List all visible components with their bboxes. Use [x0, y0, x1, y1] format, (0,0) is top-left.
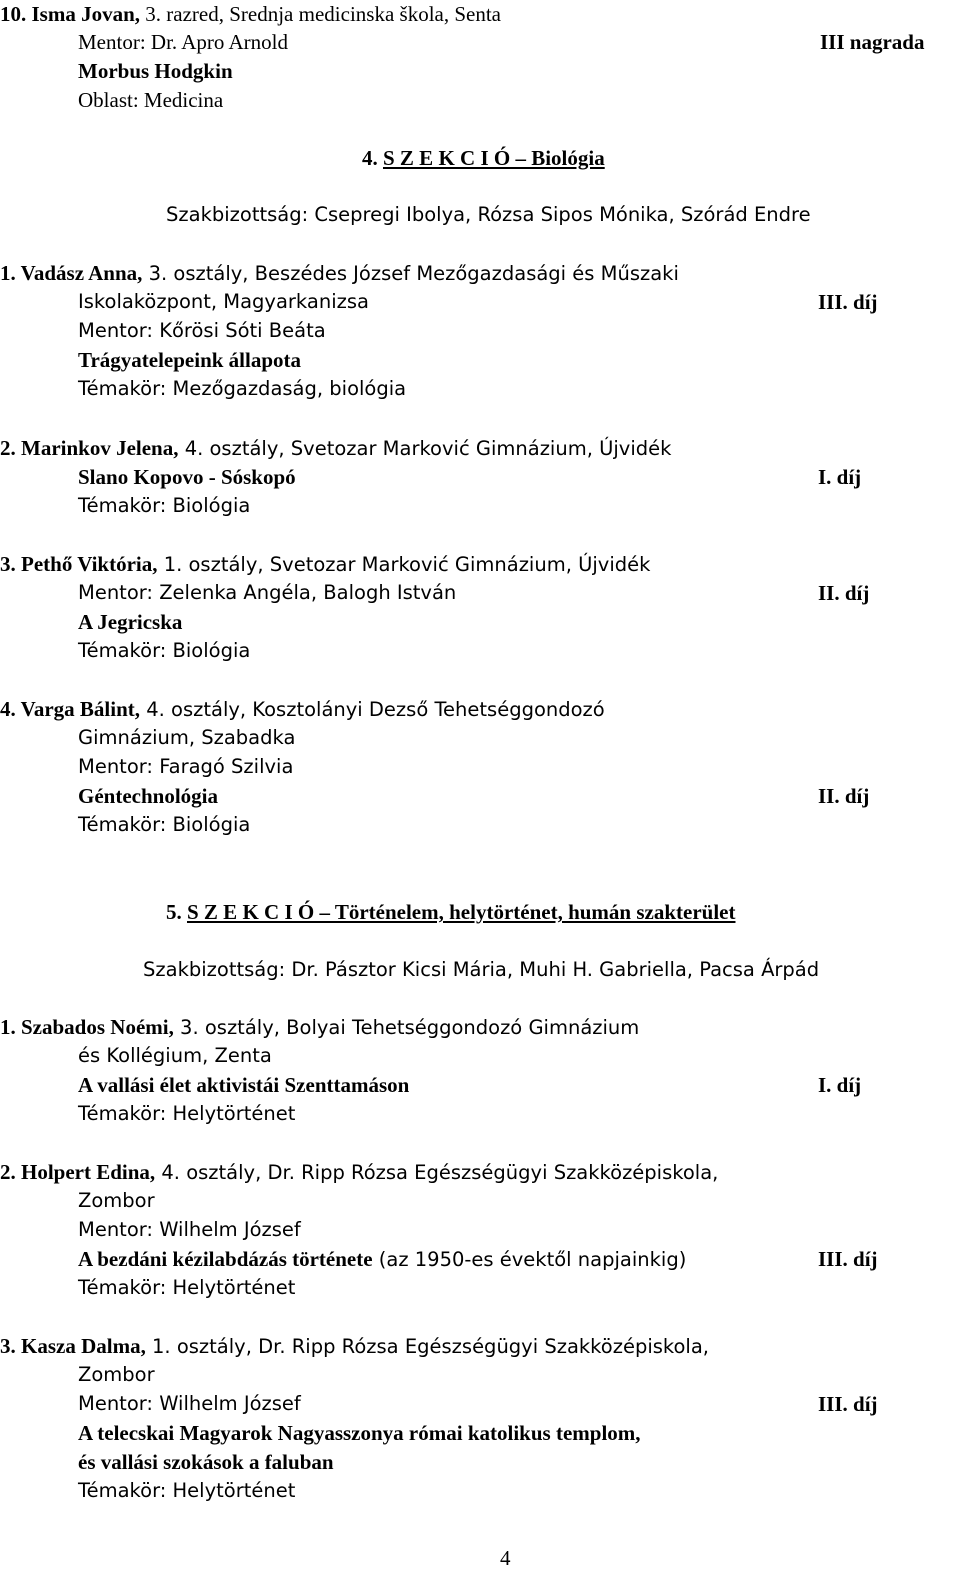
s5-entry-3-award: III. díj	[818, 1392, 878, 1416]
s5-entry-3-title: A telecskai Magyarok Nagyasszonya római katolikus templom,	[78, 1421, 641, 1445]
s4-entry-2-school: 4. osztály, Svetozar Marković Gimnázium, Újvidék	[178, 437, 672, 460]
s4-entry-2-award: I. díj	[818, 465, 862, 489]
s4-entry-3-mentor: Mentor: Zelenka Angéla, Balogh István	[78, 581, 457, 604]
s5-entry-1-award: I. díj	[818, 1073, 862, 1097]
s5-entry-1-school: 3. osztály, Bolyai Tehetséggondozó Gimnázium	[173, 1016, 640, 1039]
section-4-committee: Szakbizottság: Csepregi Ibolya, Rózsa Sipos Mónika, Szórád Endre	[166, 203, 811, 226]
s5-entry-3-topic: Témakör: Helytörténet	[78, 1479, 296, 1502]
s4-entry-3-title: A Jegricska	[78, 610, 183, 634]
s5-entry-2-title-line	[78, 1245, 686, 1274]
s5-entry-3-heading	[0, 1332, 709, 1361]
s5-entry-2-mentor: Mentor: Wilhelm József	[78, 1218, 301, 1241]
s5-entry-2-award: III. díj	[818, 1247, 878, 1271]
s5-entry-1-heading	[0, 1013, 639, 1042]
s5-entry-2-title: A bezdáni kézilabdázás története	[78, 1247, 373, 1271]
s4-entry-4-school: 4. osztály, Kosztolányi Dezső Tehetséggondozó	[140, 698, 605, 721]
s5-entry-2-name: 2. Holpert Edina,	[0, 1160, 156, 1184]
s5-entry-1-topic: Témakör: Helytörténet	[78, 1102, 296, 1125]
s5-entry-1-name: 1. Szabados Noémi,	[0, 1015, 174, 1039]
s4-entry-2-title: Slano Kopovo - Sóskopó	[78, 465, 296, 489]
s4-entry-3-school: 1. osztály, Svetozar Marković Gimnázium, Újvidék	[157, 553, 651, 576]
s5-entry-3-school: 1. osztály, Dr. Ripp Rózsa Egészségügyi Szakközépiskola,	[145, 1335, 709, 1358]
s5-entry-1-school-line2: és Kollégium, Zenta	[78, 1044, 272, 1067]
s4-entry-1-topic: Témakör: Mezőgazdaság, biológia	[78, 377, 407, 400]
s4-entry-4-topic: Témakör: Biológia	[78, 813, 251, 836]
s4-entry-1-heading	[0, 259, 679, 288]
section-4-heading	[362, 144, 605, 172]
s5-entry-2-topic: Témakör: Helytörténet	[78, 1276, 296, 1299]
s5-entry-1-title: A vallási élet aktivistái Szenttamáson	[78, 1073, 410, 1097]
s5-entry-3-title-line2: és vallási szokások a faluban	[78, 1450, 334, 1474]
section-5-number: 5.	[166, 900, 182, 924]
section-4-number: 4.	[362, 146, 378, 170]
s4-entry-4-mentor: Mentor: Faragó Szilvia	[78, 755, 294, 778]
s4-entry-1-award: III. díj	[818, 290, 878, 314]
entry-10-school: 3. razred, Srednja medicinska škola, Senta	[140, 2, 501, 26]
s4-entry-1-name: 1. Vadász Anna,	[0, 261, 143, 285]
s4-entry-3-award: II. díj	[818, 581, 870, 605]
s4-entry-4-heading	[0, 695, 605, 724]
s5-entry-2-school: 4. osztály, Dr. Ripp Rózsa Egészségügyi Szakközépiskola,	[155, 1161, 719, 1184]
s4-entry-3-heading	[0, 550, 650, 579]
entry-10-award: III nagrada	[820, 30, 925, 54]
s4-entry-3-topic: Témakör: Biológia	[78, 639, 251, 662]
s4-entry-2-name: 2. Marinkov Jelena,	[0, 436, 179, 460]
s5-entry-3-school-line2: Zombor	[78, 1363, 155, 1386]
page-number: 4	[500, 1546, 511, 1570]
s4-entry-4-award: II. díj	[818, 784, 870, 808]
s5-entry-2-title-rest: (az 1950-es évektől napjainkig)	[372, 1248, 687, 1271]
entry-10-field: Oblast: Medicina	[78, 88, 224, 112]
s5-entry-3-name: 3. Kasza Dalma,	[0, 1334, 146, 1358]
s4-entry-4-title: Géntechnológia	[78, 784, 218, 808]
entry-10-mentor: Mentor: Dr. Apro Arnold	[78, 30, 288, 54]
s4-entry-1-title: Trágyatelepeink állapota	[78, 348, 302, 372]
section-5-heading	[166, 898, 735, 926]
s4-entry-1-mentor: Mentor: Kőrösi Sóti Beáta	[78, 319, 326, 342]
entry-10-title: Morbus Hodgkin	[78, 59, 233, 83]
s4-entry-1-school: 3. osztály, Beszédes József Mezőgazdasági és Műszaki	[142, 262, 679, 285]
s5-entry-2-school-line2: Zombor	[78, 1189, 155, 1212]
s4-entry-4-name: 4. Varga Bálint,	[0, 697, 141, 721]
entry-10-heading	[0, 0, 501, 28]
s4-entry-1-school-line2: Iskolaközpont, Magyarkanizsa	[78, 290, 369, 313]
s5-entry-2-heading	[0, 1158, 718, 1187]
section-5-committee: Szakbizottság: Dr. Pásztor Kicsi Mária, Muhi H. Gabriella, Pacsa Árpád	[143, 958, 820, 981]
s4-entry-4-school-line2: Gimnázium, Szabadka	[78, 726, 296, 749]
entry-10-name: 10. Isma Jovan,	[0, 2, 141, 26]
s4-entry-2-heading	[0, 434, 671, 463]
section-4-title: S Z E K C I Ó – Biológia	[383, 146, 605, 170]
s5-entry-3-mentor: Mentor: Wilhelm József	[78, 1392, 301, 1415]
s4-entry-3-name: 3. Pethő Viktória,	[0, 552, 158, 576]
section-5-title: S Z E K C I Ó – Történelem, helytörténet, humán szakterület	[187, 900, 736, 924]
s4-entry-2-topic: Témakör: Biológia	[78, 494, 251, 517]
